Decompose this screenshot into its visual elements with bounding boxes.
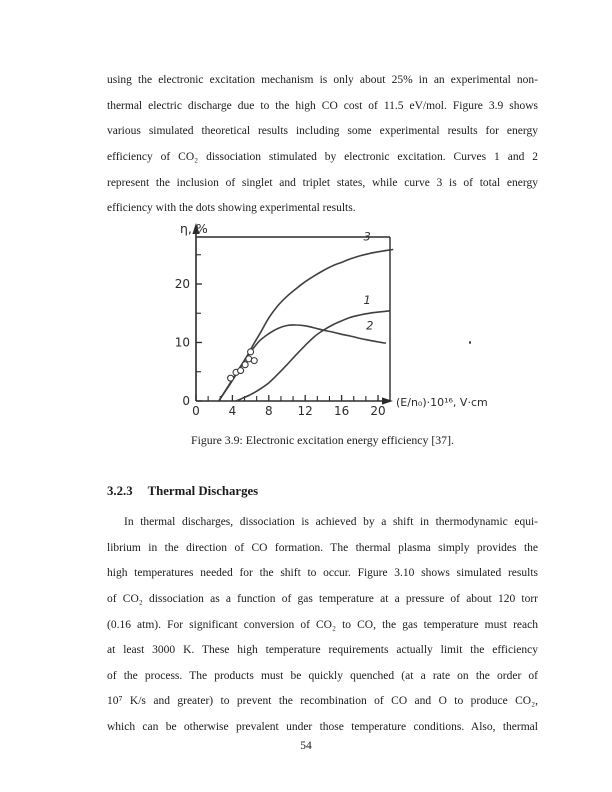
text-line: using the electronic excitation mechanism is only about 25% in an experimental non- [107,74,538,86]
text-line: thermal electric discharge due to the high CO cost of 11.5 eV/mol. Figure 3.9 shows [107,99,538,112]
experimental-point [238,368,244,374]
text-line: of the process. The products must be quickly quenched (at a rate on the order of [107,669,538,682]
y-tick-label: 0 [182,394,190,408]
y-tick-label: 20 [174,277,190,291]
page-number: 54 [300,740,312,752]
paragraph-electronic-excitation [107,68,538,222]
curve-label-1: 1 [363,292,371,307]
experimental-point [242,362,248,368]
text-line: various simulated theoretical results including some experimental results for energy [107,125,538,138]
y-tick-label: 10 [174,335,190,350]
experimental-point [228,375,234,381]
stray-dot-artifact [469,341,471,344]
section-heading [107,484,258,499]
text-line: of CO₂ dissociation as a function of gas temperature at a pressure of about 120 torr [107,592,538,605]
x-tick-label: 0 [192,404,200,418]
curve-label-3: 3 [363,229,371,244]
section-number: 3.2.3 [107,484,133,498]
x-tick-label: 16 [333,404,350,418]
x-tick-label: 4 [228,404,237,418]
x-tick-label: 12 [297,404,313,418]
x-axis-label: (E/n₀)·10¹⁶, V·cm² [396,396,488,409]
text-line: (0.16 atm). For significant conversion of CO₂ to CO, the gas temperature must reach [107,618,538,631]
text-line: 10⁷ K/s and greater) to prevent the recombination of CO and O to produce CO₂, [107,695,538,708]
text-line: which can be otherwise prevalent under those temperature conditions. Also, thermal [107,721,538,734]
x-tick-label: 8 [264,404,273,418]
text-line: high temperatures needed for the shift to occur. Figure 3.10 shows simulated results [107,567,538,580]
text-line: efficiency with the dots showing experimental results. [107,202,356,215]
figure-3-9 [172,216,488,422]
experimental-point [248,349,254,355]
text-line: librium in the direction of CO formation. The thermal plasma simply provides the [107,541,538,554]
text-line: In thermal discharges, dissociation is achieved by a shift in thermodynamic equi- [124,516,538,528]
figure-caption: Figure 3.9: Electronic excitation energy efficiency [37]. [191,433,454,447]
curve-label-2: 2 [366,318,374,333]
x-tick-label: 20 [370,404,386,418]
section-title: Thermal Discharges [147,484,259,498]
paragraph-thermal-discharges [107,510,538,741]
text-line: represent the inclusion of singlet and triplet states, while curve 3 is of total energy [107,176,538,189]
text-line: efficiency of CO₂ dissociation stimulated by electronic excitation. Curves 1 and 2 [107,150,538,163]
figure-chart [172,216,488,422]
experimental-point [251,358,257,364]
y-axis-label: η, % [180,221,208,236]
text-line: at least 3000 K. These high temperature requirements actually limit the efficiency [107,644,538,657]
